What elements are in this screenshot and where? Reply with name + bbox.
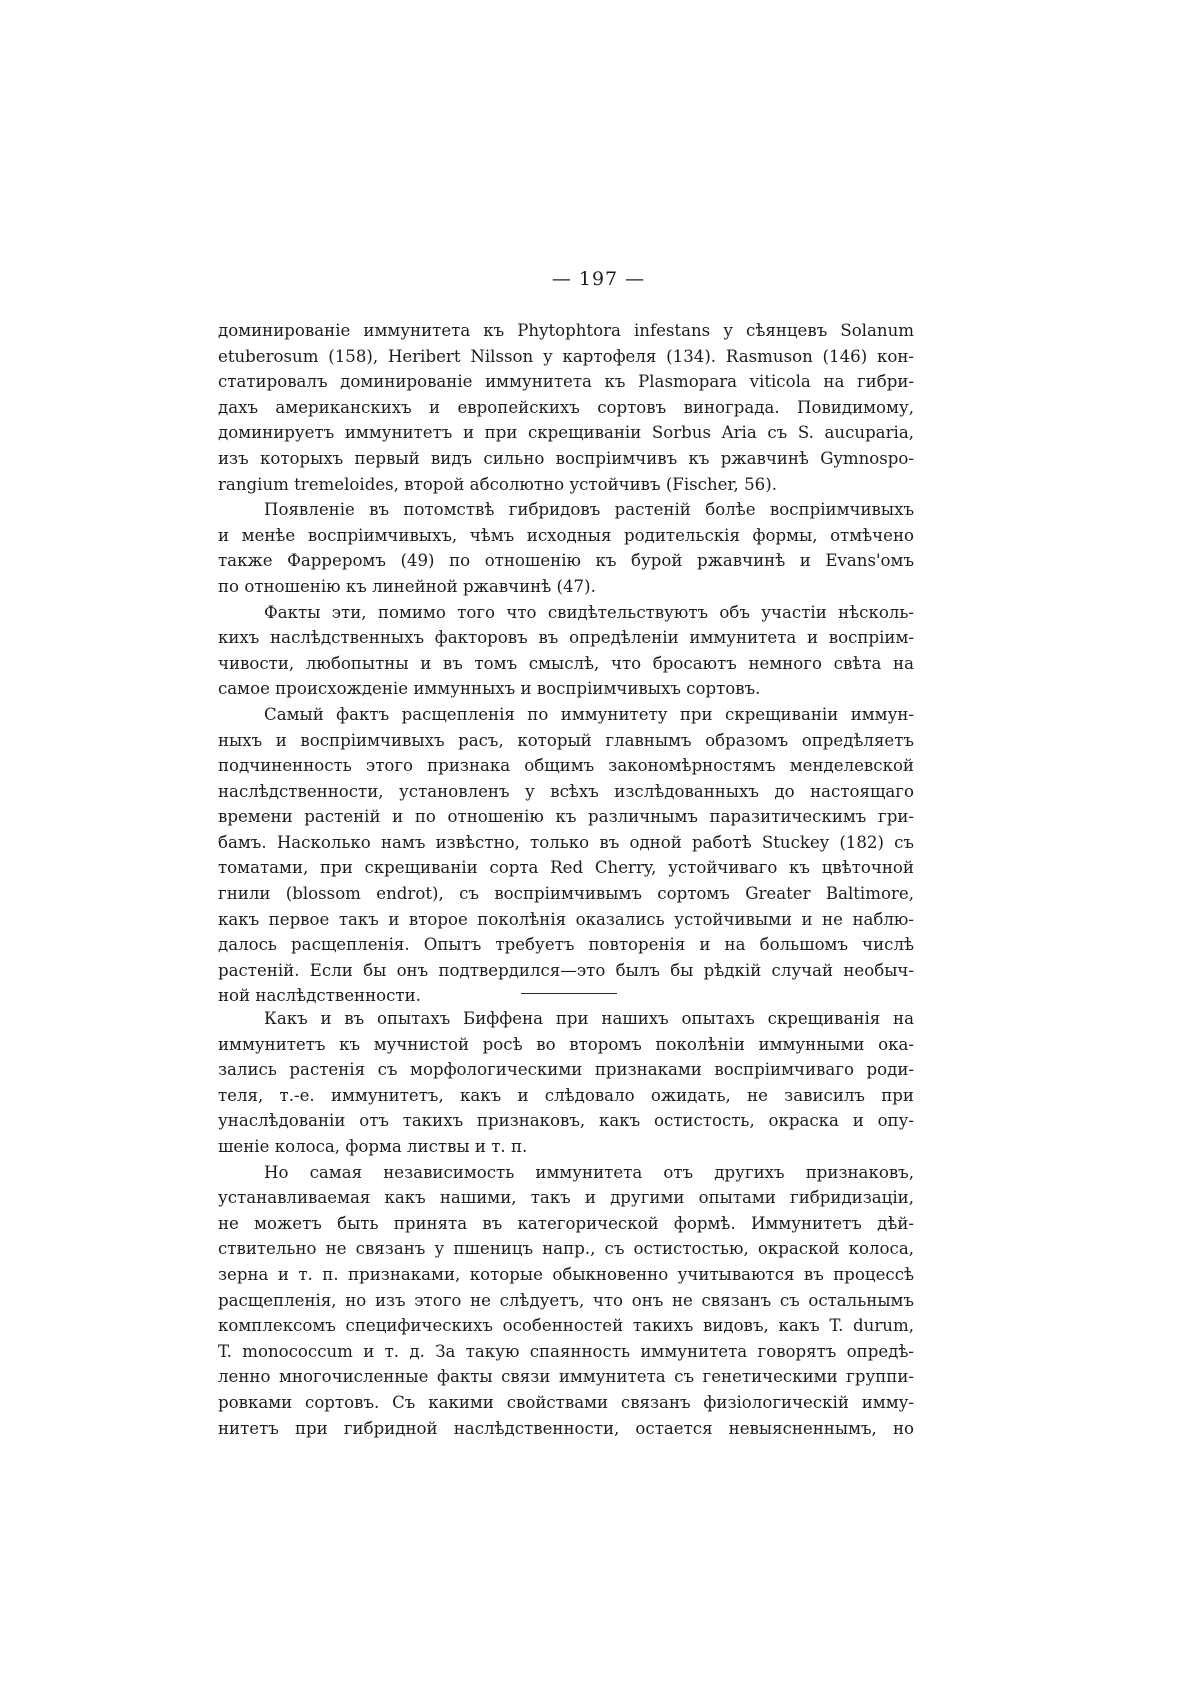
text-section-b <box>218 1006 914 1441</box>
text-line: ровками сортовъ. Съ какими свойствами связанъ физіологическій имму- <box>218 1392 914 1412</box>
text-line: какъ первое такъ и второе поколѣнія оказались устойчивыми и не наблю- <box>218 909 914 929</box>
text-line: иммунитетъ къ мучнистой росѣ во второмъ поколѣніи иммунными ока- <box>218 1034 914 1054</box>
text-line: доминированіе иммунитета къ Phytophtora infestans у сѣянцевъ Solanum <box>218 321 914 340</box>
text-line: ной наслѣдственности. <box>218 986 421 1006</box>
text-line: комплексомъ специфическихъ особенностей такихъ видовъ, какъ T. durum, <box>218 1316 914 1336</box>
text-line: шеніе колоса, форма листвы и т. п. <box>218 1136 528 1156</box>
text-line: не можетъ быть принята въ категорической формѣ. Иммунитетъ дѣй- <box>218 1213 914 1233</box>
text-line: по отношенію къ линейной ржавчинѣ (47). <box>218 576 596 596</box>
text-line: чивости, любопытны и въ томъ смыслѣ, что бросаютъ немного свѣта на <box>218 653 914 673</box>
text-line: зались растенія съ морфологическими признаками воспріимчиваго роди- <box>218 1060 914 1080</box>
text-line: томатами, при скрещиваніи сорта Red Cherry, устойчиваго къ цвѣточной <box>218 858 914 878</box>
text-line: T. monococcum и т. д. За такую спаянность иммунитета говорятъ опредѣ- <box>218 1341 914 1361</box>
text-line: изъ которыхъ первый видъ сильно воспріимчивъ къ ржавчинѣ Gymnospo- <box>218 448 914 468</box>
text-line: времени растеній и по отношенію къ различнымъ паразитическимъ гри- <box>218 807 914 827</box>
text-line: нитетъ при гибридной наслѣдственности, остается невыясненнымъ, но <box>218 1418 914 1438</box>
text-line: наслѣдственности, установленъ у всѣхъ изслѣдованныхъ до настоящаго <box>218 781 914 801</box>
text-line: доминируетъ иммунитетъ и при скрещиваніи Sorbus Aria съ S. aucuparia, <box>218 423 914 443</box>
text-line: кихъ наслѣдственныхъ факторовъ въ опредѣленіи иммунитета и воспріим- <box>218 628 914 648</box>
text-line: Какъ и въ опытахъ Биффена при нашихъ опытахъ скрещиванія на <box>264 1009 914 1028</box>
text-line: расщепленія, но изъ этого не слѣдуетъ, что онъ не связанъ съ остальнымъ <box>218 1290 914 1310</box>
text-line: ленно многочисленные факты связи иммунитета съ генетическими группи- <box>218 1367 914 1387</box>
text-line: растеній. Если бы онъ подтвердился—это былъ бы рѣдкій случай необыч- <box>218 960 914 980</box>
text-line: rangium tremeloides, второй абсолютно устойчивъ (Fischer, 56). <box>218 474 777 494</box>
section-divider <box>521 993 617 994</box>
text-line: Самый фактъ расщепленія по иммунитету при скрещиваніи иммун- <box>264 704 914 724</box>
text-line: Факты эти, помимо того что свидѣтельствуютъ объ участіи нѣсколь- <box>264 602 914 622</box>
text-line: Но самая независимость иммунитета отъ другихъ признаковъ, <box>264 1162 914 1182</box>
text-line: ныхъ и воспріимчивыхъ расъ, который главнымъ образомъ опредѣляетъ <box>218 730 914 750</box>
text-line: бамъ. Насколько намъ извѣстно, только въ одной работѣ Stuckey (182) съ <box>218 832 914 852</box>
text-line: также Фаррeромъ (49) по отношенію къ бурой ржавчинѣ и Evans'омъ <box>218 551 914 571</box>
text-line: далось расщепленія. Опытъ требуетъ повторенія и на большомъ числѣ <box>218 935 914 955</box>
text-line: подчиненность этого признака общимъ закономѣрностямъ менделевской <box>218 756 914 776</box>
text-line: Появленіе въ потомствѣ гибридовъ растеній болѣе воспріимчивыхъ <box>264 500 914 520</box>
text-line: статировалъ доминированіе иммунитета къ Plasmopara viticola на гибри- <box>218 372 914 392</box>
text-section-a <box>218 318 914 1009</box>
text-line: унаслѣдованіи отъ такихъ признаковъ, какъ остистость, окраска и опу- <box>218 1111 914 1131</box>
text-line: гнили (blossom endrot), съ воспріимчивымъ сортомъ Greater Baltimore, <box>218 884 914 904</box>
text-line: самое происхожденіе иммунныхъ и воспріимчивыхъ сортовъ. <box>218 679 761 699</box>
text-line: ствительно не связанъ у пшеницъ напр., съ остистостью, окраской колоса, <box>218 1239 914 1259</box>
text-line: дахъ американскихъ и европейскихъ сортовъ винограда. Повидимому, <box>218 397 914 417</box>
page-number: — 197 — <box>551 268 646 290</box>
text-line: теля, т.-е. иммунитетъ, какъ и слѣдовало ожидать, не зависилъ при <box>218 1085 914 1105</box>
text-line: зерна и т. п. признаками, которые обыкновенно учитываются въ процессѣ <box>218 1264 914 1284</box>
text-line: устанавливаемая какъ нашими, такъ и другими опытами гибридизаціи, <box>218 1188 914 1208</box>
text-line: etuberosum (158), Heribert Nilsson у картофеля (134). Rasmuson (146) кон- <box>218 346 914 366</box>
text-line: и менѣе воспріимчивыхъ, чѣмъ исходныя родительскія формы, отмѣчено <box>218 525 914 545</box>
